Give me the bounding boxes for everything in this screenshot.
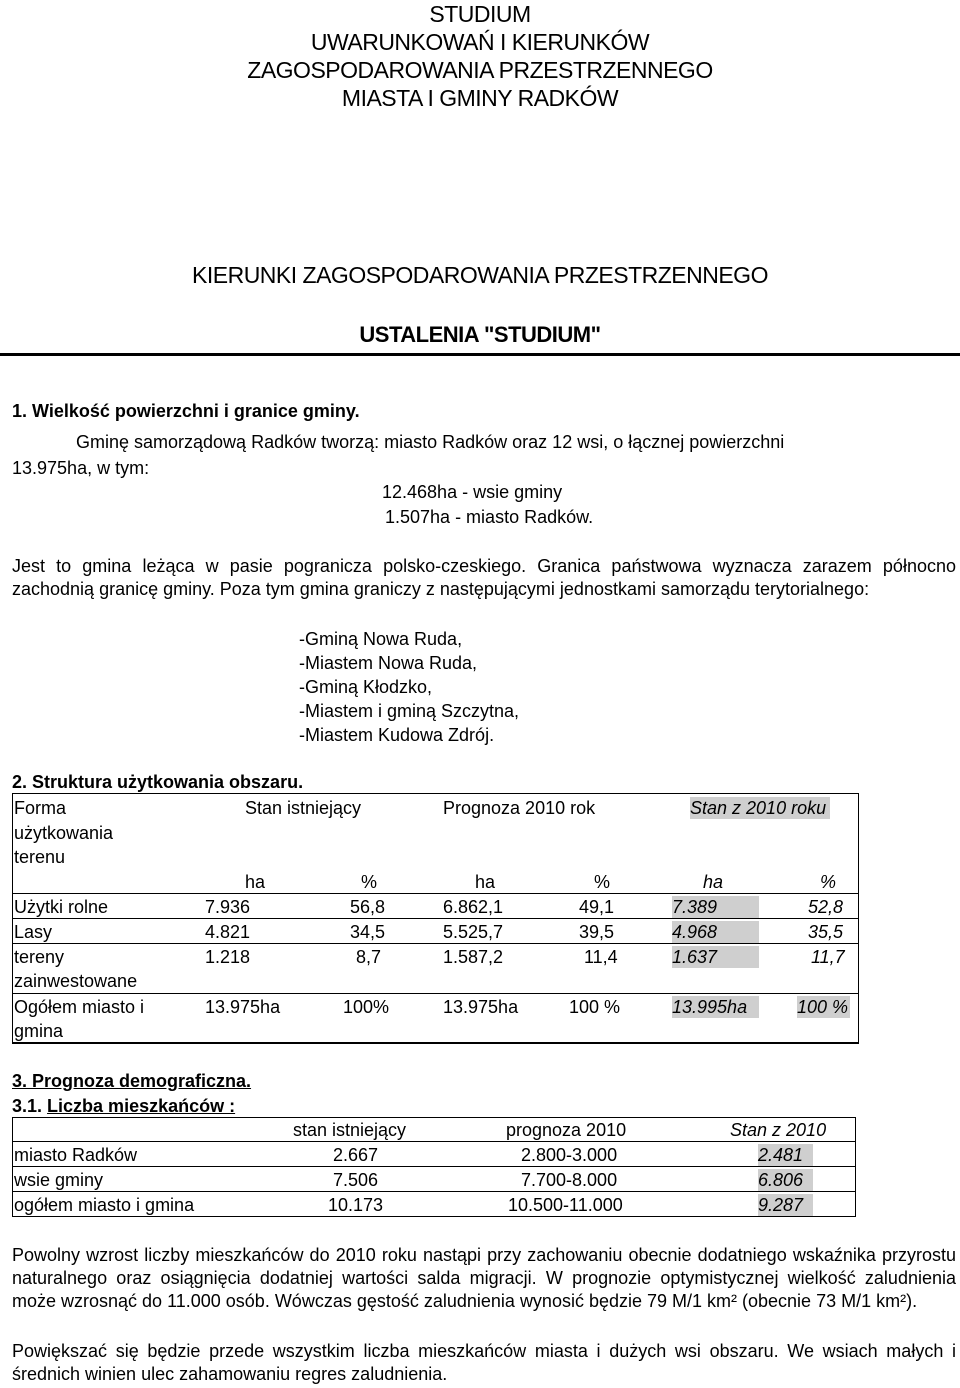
table-cell: 100 % <box>797 997 849 1017</box>
col-header-existing: stan istniejący <box>293 1120 407 1140</box>
table-cell: 1.587,2 <box>443 947 504 967</box>
col-header-form: użytkowania <box>14 823 114 843</box>
row-label: wsie gminy <box>14 1170 104 1190</box>
subheading-number: 3.1. <box>12 1096 43 1116</box>
subtitle: KIERUNKI ZAGOSPODAROWANIA PRZESTRZENNEGO <box>192 262 768 288</box>
section1-line1: Gminę samorządową Radków tworzą: miasto Radków oraz 12 wsi, o łącznej powierzchni <box>76 432 785 452</box>
table-cell: 13.975ha <box>205 997 281 1017</box>
unit-percent: % <box>820 872 837 892</box>
table-rule <box>12 943 858 944</box>
unit-percent: % <box>361 872 378 892</box>
col-header-forecast: prognoza 2010 <box>506 1120 627 1140</box>
table-cell: 7.936 <box>205 897 251 917</box>
table-cell: 56,8 <box>350 897 386 917</box>
title-divider <box>0 353 960 356</box>
section3-subheading <box>12 1096 235 1117</box>
table-rule <box>12 1141 856 1142</box>
subtitle-ustalenia: USTALENIA "STUDIUM" <box>359 322 601 347</box>
table-cell: 9.287 <box>758 1194 813 1216</box>
table-cell: 100 % <box>569 997 621 1017</box>
demography-paragraph2: Powiększać się będzie przede wszystkim liczba mieszkańców miasta i dużych wsi obszaru. We wsiach małych i średnich winien ulec zahamowaniu regres zaludnienia. <box>12 1341 956 1384</box>
row-label: zainwestowane <box>14 971 138 991</box>
table-rule <box>12 893 858 894</box>
table-rule <box>12 1166 856 1167</box>
doc-title-line3: ZAGOSPODAROWANIA PRZESTRZENNEGO <box>247 57 713 83</box>
unit-ha: ha <box>245 872 266 892</box>
section1-heading: 1. Wielkość powierzchni i granice gminy. <box>12 401 360 421</box>
table-cell: 6.806 <box>758 1169 813 1191</box>
table-rule <box>12 993 858 994</box>
table-cell: 7.700-8.000 <box>521 1170 618 1190</box>
table-cell: 1.637 <box>672 946 759 968</box>
row-label: Użytki rolne <box>14 897 109 917</box>
border-paragraph: Jest to gmina leżąca w pasie pogranicza polsko-czeskiego. Granica państwowa wyznacza zarazem północno zachodnią granicę gminy. Poza tym gmina graniczy z następującymi jednostkami samorządu terytorialnego: <box>12 556 956 599</box>
doc-title-line2: UWARUNKOWAŃ I KIERUNKÓW <box>310 29 650 55</box>
col-header-form: Forma <box>14 798 67 818</box>
table-cell: 4.821 <box>205 922 251 942</box>
neighbor-item: -Miastem Kudowa Zdrój. <box>299 725 495 745</box>
doc-title-line1: STUDIUM <box>429 1 531 27</box>
table-rule <box>858 793 859 1043</box>
col-header-2010: Stan z 2010 <box>730 1120 827 1140</box>
table-cell: 7.389 <box>672 896 759 918</box>
row-label: Lasy <box>14 922 53 942</box>
table-cell: 49,1 <box>579 897 615 917</box>
col-header-2010: Stan z 2010 roku <box>690 797 830 819</box>
subheading-text: Liczba mieszkańców : <box>47 1096 236 1116</box>
row-label: miasto Radków <box>14 1145 138 1165</box>
table-rule <box>855 1117 856 1217</box>
table-rule <box>12 918 858 919</box>
table-cell: 35,5 <box>808 922 844 942</box>
table-cell: 100% <box>343 997 390 1017</box>
table-cell: 10.500-11.000 <box>508 1195 623 1215</box>
unit-percent: % <box>594 872 611 892</box>
col-header-existing: Stan istniejący <box>245 798 362 818</box>
table-cell: 6.862,1 <box>443 897 504 917</box>
table-cell: 52,8 <box>808 897 844 917</box>
table-cell: 13.995ha <box>672 996 759 1018</box>
table-rule <box>12 1117 856 1118</box>
area-villages: 12.468ha - wsie gminy <box>382 482 563 502</box>
area-town: 1.507ha - miasto Radków. <box>385 507 594 527</box>
col-header-forecast: Prognoza 2010 rok <box>443 798 596 818</box>
section1-line2: 13.975ha, w tym: <box>12 458 150 478</box>
unit-ha: ha <box>475 872 496 892</box>
table-cell: 7.506 <box>333 1170 379 1190</box>
row-label: Ogółem miasto i <box>14 997 145 1017</box>
table-rule <box>12 793 13 1043</box>
table-rule <box>12 1117 13 1217</box>
table-cell: 11,7 <box>811 947 845 967</box>
table-cell: 2.667 <box>333 1145 379 1165</box>
section3-heading: 3. Prognoza demograficzna. <box>12 1071 252 1091</box>
table-cell: 39,5 <box>579 922 615 942</box>
table-rule <box>12 1216 856 1217</box>
row-label: tereny <box>14 947 65 967</box>
section2-heading: 2. Struktura użytkowania obszaru. <box>12 772 304 792</box>
table-cell: 13.975ha <box>443 997 519 1017</box>
table-cell: 8,7 <box>356 947 382 967</box>
table-cell: 10.173 <box>328 1195 384 1215</box>
table-cell: 4.968 <box>672 921 759 943</box>
table-cell: 2.800-3.000 <box>521 1145 618 1165</box>
table-rule <box>12 1191 856 1192</box>
table-cell: 5.525,7 <box>443 922 504 942</box>
neighbor-item: -Miastem i gminą Szczytna, <box>299 701 520 721</box>
demography-paragraph1: Powolny wzrost liczby mieszkańców do 2010 roku nastąpi przy zachowaniu obecnie dodatniego wskaźnika przyrostu naturalnego oraz osiągnięcia dodatniej wartości salda migracji. W prognozie optymistycznej wielkość zaludnienia może wzrosnąć do 11.000 osób. Wówczas gęstość zaludnienia wynosić będzie 79 M/1 km² (obecnie 73 M/1 km²). <box>12 1245 956 1311</box>
row-label: gmina <box>14 1021 64 1041</box>
unit-ha: ha <box>703 872 724 892</box>
table-cell: 2.481 <box>758 1144 813 1166</box>
neighbor-item: -Gminą Kłodzko, <box>299 677 433 697</box>
table-rule <box>12 1042 859 1044</box>
doc-title-line4: MIASTA I GMINY RADKÓW <box>341 85 619 111</box>
table-cell: 34,5 <box>350 922 386 942</box>
neighbor-item: -Gminą Nowa Ruda, <box>299 629 463 649</box>
table-cell: 11,4 <box>584 947 618 967</box>
neighbor-item: -Miastem Nowa Ruda, <box>299 653 478 673</box>
row-label: ogółem miasto i gmina <box>14 1195 195 1215</box>
table-cell: 1.218 <box>205 947 251 967</box>
table-rule <box>12 793 858 794</box>
col-header-form: terenu <box>14 847 66 867</box>
